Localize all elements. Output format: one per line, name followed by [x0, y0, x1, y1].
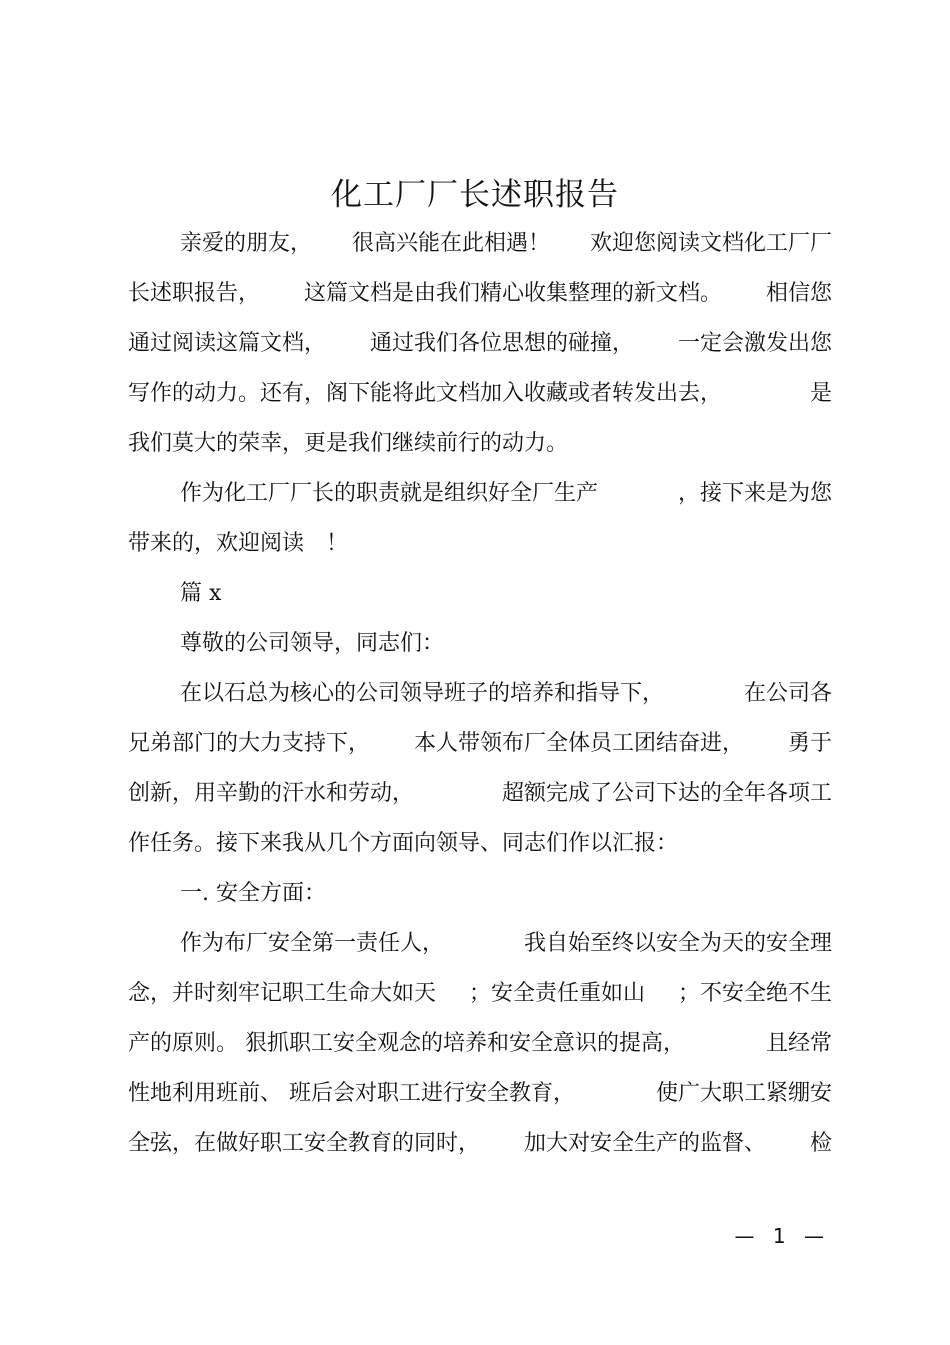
text-segment: 一. 安全方面： — [180, 881, 326, 906]
text-line — [128, 519, 832, 569]
document-title: 化工厂厂长述职报告 — [331, 177, 619, 213]
text-segment: 是 — [809, 381, 832, 406]
page-number: — 1 — — [734, 1224, 830, 1248]
text-segment: 且经常 — [765, 1031, 832, 1056]
text-segment: 检 — [809, 1131, 832, 1156]
text-line — [128, 619, 832, 669]
text-segment: 我们莫大的荣幸，更是我们继续前行的动力。 — [128, 431, 569, 456]
text-segment: 通过阅读这篇文档， — [128, 331, 327, 356]
text-segment: 全弦，在做好职工安全教育的同时， — [128, 1131, 481, 1156]
text-segment: ，接下来是为您 — [677, 481, 832, 506]
text-segment: 一定会激发出您 — [677, 331, 832, 356]
text-line — [128, 719, 832, 769]
text-segment: 使广大职工紧绷安 — [655, 1081, 832, 1106]
text-segment: 兄弟部门的大力支持下， — [128, 731, 371, 756]
text-segment: ；不安全绝不生 — [677, 981, 832, 1006]
text-segment: 在以石总为核心的公司领导班子的培养和指导下， — [180, 681, 665, 706]
text-segment: 作为布厂安全第一责任人， — [180, 931, 445, 956]
text-segment: 这篇文档是由我们精心收集整理的新文档。 — [303, 281, 722, 306]
text-segment: 欢迎您阅读文档化工厂厂 — [589, 231, 832, 256]
text-segment: 念，并时刻牢记职工生命大如天 — [128, 981, 437, 1006]
text-line — [128, 869, 832, 919]
document-body — [128, 219, 832, 1169]
text-segment: 性地利用班前、 班后会对职工进行安全教育， — [128, 1081, 575, 1106]
text-segment: 在公司各 — [743, 681, 832, 706]
text-segment: 勇于 — [787, 731, 832, 756]
text-segment: 加大对安全生产的监督、 — [523, 1131, 766, 1156]
text-segment: 尊敬的公司领导，同志们： — [180, 631, 445, 656]
text-segment: 本人带领布厂全体员工团结奋进， — [413, 731, 744, 756]
text-line — [128, 969, 832, 1019]
text-line — [128, 919, 832, 969]
text-line — [128, 469, 832, 519]
text-segment: 创新，用辛勤的汗水和劳动， — [128, 781, 415, 806]
text-segment: 长述职报告， — [128, 281, 261, 306]
text-line — [128, 319, 832, 369]
text-line — [128, 1019, 832, 1069]
text-line — [128, 1119, 832, 1169]
text-segment: 很高兴能在此相遇！ — [351, 231, 550, 256]
text-line — [128, 769, 832, 819]
text-line — [128, 669, 832, 719]
text-line — [128, 1069, 832, 1119]
text-line — [128, 269, 832, 319]
text-segment: 作任务。接下来我从几个方面向领导、同志们作以汇报： — [128, 831, 679, 856]
text-segment: 产的原则。 狠抓职工安全观念的培养和安全意识的提高， — [128, 1031, 685, 1056]
text-line — [128, 219, 832, 269]
text-segment: 相信您 — [765, 281, 832, 306]
text-line — [128, 819, 832, 869]
text-line — [128, 569, 832, 619]
text-segment: 写作的动力。还有，阁下能将此文档加入收藏或者转发出去， — [128, 381, 723, 406]
text-segment: 带来的，欢迎阅读 ！ — [128, 531, 349, 556]
text-segment: 亲爱的朋友， — [180, 231, 313, 256]
text-segment: 超额完成了公司下达的全年各项工 — [501, 781, 832, 806]
text-segment: 作为化工厂厂长的职责就是组织好全厂生产 — [180, 481, 599, 506]
text-line — [128, 369, 832, 419]
text-line — [128, 419, 832, 469]
text-segment: 篇 x — [180, 581, 222, 606]
text-segment: 通过我们各位思想的碰撞， — [369, 331, 634, 356]
text-segment: ；安全责任重如山 — [468, 981, 645, 1006]
text-segment: 我自始至终以安全为天的安全理 — [523, 931, 832, 956]
